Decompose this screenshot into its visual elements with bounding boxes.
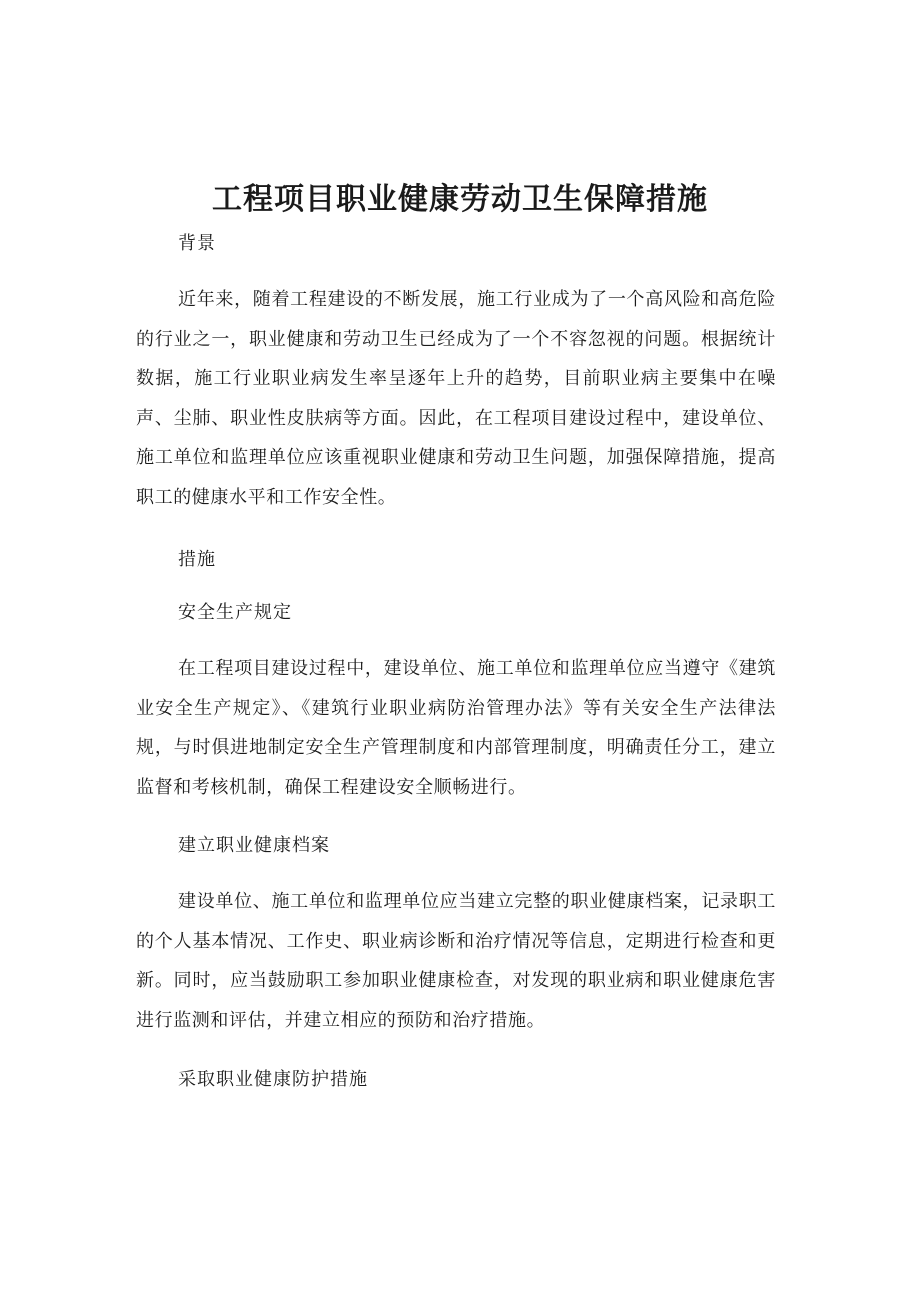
protection-measures-heading: 采取职业健康防护措施 bbox=[178, 1069, 368, 1090]
background-paragraph: 近年来，随着工程建设的不断发展，施工行业成为了一个高风险和高危险的行业之一，职业健康和劳动卫生已经成为了一个不容忽视的问题。根据统计数据，施工行业职业病发生率呈逐年上升的趋势，目前职业病主要集中在噪声、尘肺、职业性皮肤病等方面。因此，在工程项目建设过程中，建设单位、施工单位和监理单位应该重视职业健康和劳动卫生问题，加强保障措施，提高职工的健康水平和工作安全性。 bbox=[136, 289, 776, 508]
safety-regulations-heading: 安全生产规定 bbox=[178, 602, 292, 623]
document-title: 工程项目职业健康劳动卫生保障措施 bbox=[212, 182, 708, 217]
health-records-paragraph: 建设单位、施工单位和监理单位应当建立完整的职业健康档案，记录职工的个人基本情况、工作史、职业病诊断和治疗情况等信息，定期进行检查和更新。同时，应当鼓励职工参加职业健康检查，对发现的职业病和职业健康危害进行监测和评估，并建立相应的预防和治疗措施。 bbox=[136, 891, 776, 1031]
background-heading: 背景 bbox=[178, 233, 216, 254]
measures-heading: 措施 bbox=[178, 549, 216, 570]
health-records-heading: 建立职业健康档案 bbox=[178, 835, 330, 856]
safety-regulations-paragraph: 在工程项目建设过程中，建设单位、施工单位和监理单位应当遵守《建筑业安全生产规定》、《建筑行业职业病防治管理办法》等有关安全生产法律法规，与时俱进地制定安全生产管理制度和内部管理制度，明确责任分工，建立监督和考核机制，确保工程建设安全顺畅进行。 bbox=[136, 658, 776, 798]
